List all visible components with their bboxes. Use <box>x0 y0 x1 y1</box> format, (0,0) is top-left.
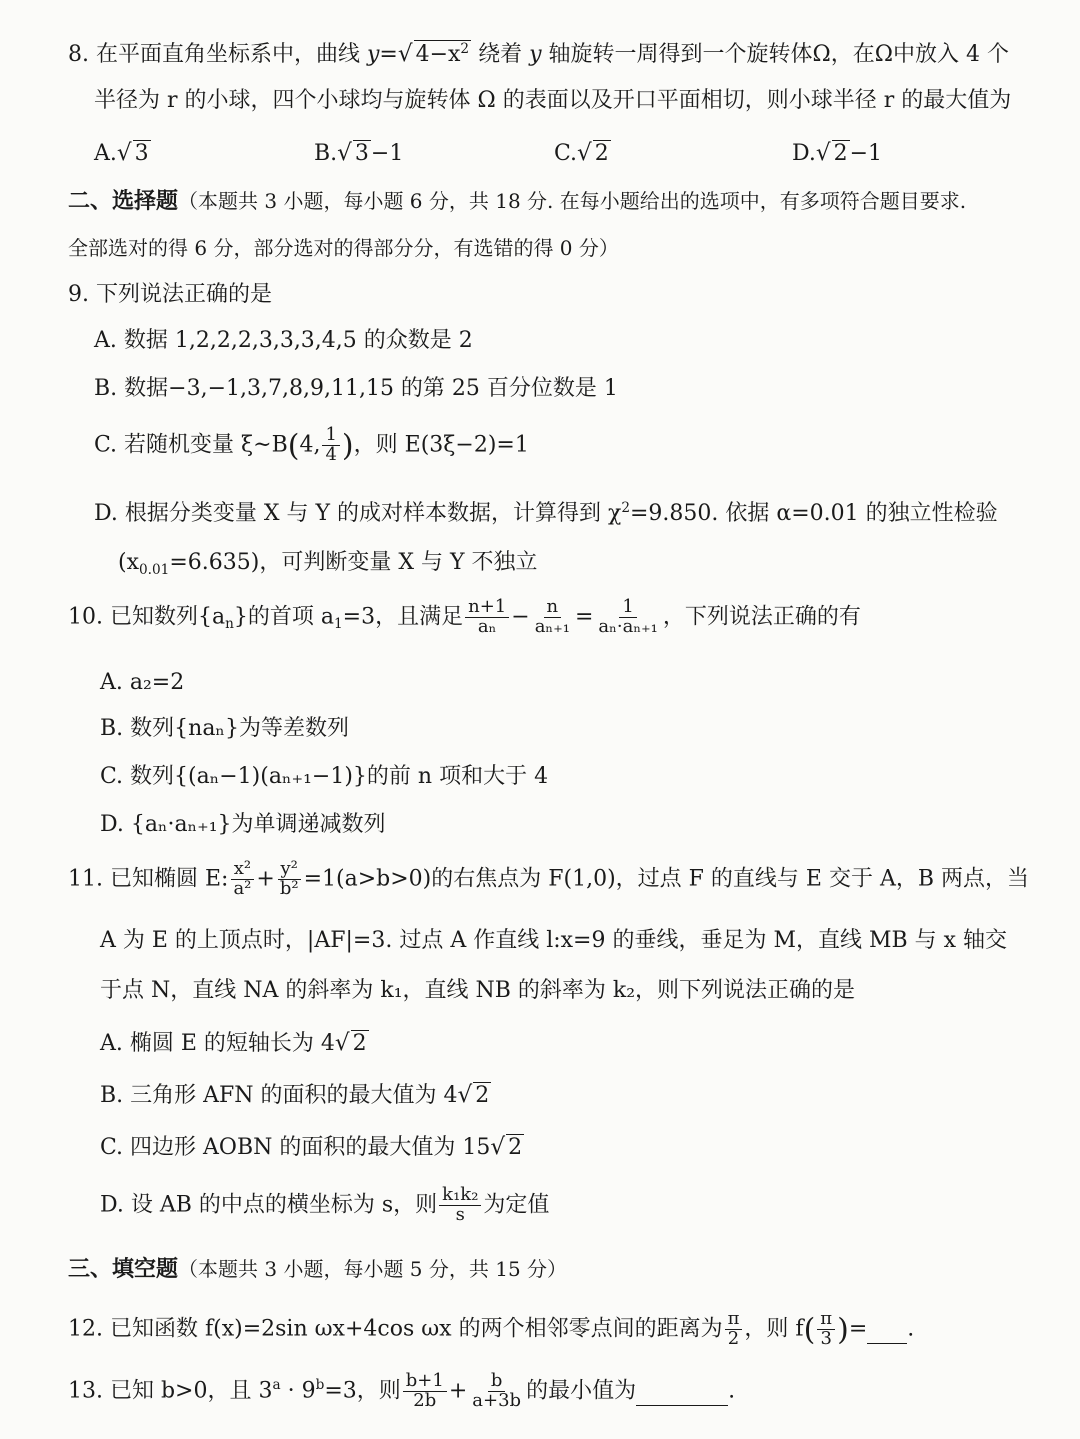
sqrt-icon: √ <box>490 1134 506 1160</box>
q9-option-c: C. 若随机变量 ξ~B(4, $\frac{1}{4}$ )，则 E(3ξ−2)=1 <box>94 424 529 465</box>
q8-option-c: C.√ 2 <box>554 140 609 166</box>
section3-desc: （本题共 3 小题，每小题 5 分，共 15 分） <box>178 1257 568 1281</box>
q10-stem: 10. 已知数列$\{a_n\}$的首项 $a_1=3$，且满足 $\frac{n+1}{\text{aₙ}}$ − $\frac{n}{\text{aₙ₊₁}}$ = $\frac{1}{\text{aₙ·aₙ₊₁}}$ ，下列说法正确的有 <box>68 596 861 637</box>
section2-header <box>68 188 966 215</box>
q11-option-c: C. 四边形 AOBN 的面积的最大值为 15√ 2 <box>100 1134 523 1160</box>
fraction: $\frac{n}{\text{aₙ₊₁}}$ <box>534 596 570 637</box>
fraction: $\frac{1}{4}$ <box>322 426 339 465</box>
section2-title: 二、选择题 <box>68 188 179 214</box>
curve-radicand: $4-x^2$ <box>415 41 470 68</box>
sqrt-icon: √ <box>337 140 352 166</box>
answer-blank[interactable] <box>867 1316 907 1343</box>
q11-option-a: A. 椭圆 E 的短轴长为 4√ 2 <box>100 1030 367 1056</box>
section2-desc: （本题共 3 小题，每小题 6 分，共 18 分. 在每小题给出的选项中，有多项符合题目要求. <box>178 189 967 213</box>
curve-lhs: y= <box>366 42 398 68</box>
fraction: $\frac{1}{\text{aₙ·aₙ₊₁}}$ <box>598 596 658 637</box>
q11-stem-line2: A 为 E 的上顶点时，|AF|=3. 过点 A 作直线 l:x=9 的垂线，垂足为 M，直线 MB 与 x 轴交 <box>100 928 1008 953</box>
q8-stem-line1: 8. 在平面直角坐标系中，曲线 y=√ $4-x^2$ 绕着 y 轴旋转一周得到一个旋转体Ω，在Ω中放入 4 个 <box>68 41 1009 68</box>
fraction: $\frac{\text{y²}}{\text{b²}}$ <box>277 860 302 899</box>
section2-desc-line2: 全部选对的得 6 分，部分选对的得部分分，有选错的得 0 分） <box>68 236 619 260</box>
q8-option-d: D.√ 2−1 <box>792 140 883 166</box>
sqrt-icon: √ <box>397 41 413 68</box>
q11-stem-line3: 于点 N，直线 NA 的斜率为 k₁，直线 NB 的斜率为 k₂，则下列说法正确的是 <box>100 978 856 1003</box>
section3-header <box>68 1256 567 1283</box>
q8-option-b: B.√ 3−1 <box>314 140 404 166</box>
sqrt-icon: √ <box>334 1030 350 1056</box>
q9-option-d-line1: D. 根据分类变量 X 与 Y 的成对样本数据，计算得到 $\chi^2=9.850$. 依据 α=0.01 的独立性检验 <box>94 500 998 527</box>
fraction: $\frac{\pi}{2}$ <box>725 1310 743 1349</box>
q11-option-b: B. 三角形 AFN 的面积的最大值为 4√ 2 <box>100 1082 490 1108</box>
q13-stem: 13. 已知 b>0，且 $3^a \cdot 9^b=3$，则 $\frac{b+1}{2b}$ + $\frac{b}{a+3b}$ 的最小值为 . <box>68 1370 736 1411</box>
sqrt-icon: √ <box>116 140 132 166</box>
q10-option-a: A. a₂=2 <box>100 670 185 695</box>
q9-option-a: A. 数据 1,2,2,2,3,3,3,4,5 的众数是 2 <box>94 328 473 353</box>
q9-stem: 9. 下列说法正确的是 <box>68 282 272 307</box>
sqrt-icon: √ <box>457 1082 473 1108</box>
q9-option-b: B. 数据−3,−1,3,7,8,9,11,15 的第 25 百分位数是 1 <box>94 376 618 401</box>
q9-option-d-line2: $(x_{0.01}=6.635)$，可判断变量 X 与 Y 不独立 <box>118 550 538 578</box>
answer-blank[interactable] <box>636 1378 728 1405</box>
sqrt-icon: √ <box>815 140 831 166</box>
fraction: $\frac{\text{k₁k₂}}{s}$ <box>439 1186 481 1225</box>
q10-option-d: D. {aₙ·aₙ₊₁}为单调递减数列 <box>100 812 386 837</box>
fraction: $\frac{b}{a+3b}$ <box>472 1370 522 1411</box>
q11-stem-line1: 11. 已知椭圆 E: $\frac{\text{x²}}{\text{a²}}$ + $\frac{\text{y²}}{\text{b²}}$ =1(a>b>0)的右焦点为 F(1,0)，过点 F 的直线与 E 交于 A，B 两点，当 <box>68 858 1030 899</box>
fraction: $\frac{\pi}{3}$ <box>817 1310 835 1349</box>
fraction: $\frac{n+1}{\text{aₙ}}$ <box>465 598 509 637</box>
q10-option-b: B. 数列{naₙ}为等差数列 <box>100 716 349 741</box>
section3-title: 三、填空题 <box>68 1256 179 1282</box>
sqrt-icon: √ <box>577 140 592 166</box>
fraction: $\frac{b+1}{2b}$ <box>403 1372 447 1411</box>
q10-option-c: C. 数列{(aₙ−1)(aₙ₊₁−1)}的前 n 项和大于 4 <box>100 764 549 789</box>
q8-option-a: A.√ 3 <box>94 140 149 166</box>
q11-option-d: D. 设 AB 的中点的横坐标为 s，则 $\frac{\text{k₁k₂}}{s}$ 为定值 <box>100 1184 550 1225</box>
q12-stem: 12. 已知函数 f(x)=2sin ωx+4cos ωx 的两个相邻零点间的距离为 $\frac{\pi}{2}$ ，则 f( $\frac{\pi}{3}$ )= . <box>68 1308 915 1349</box>
q8-stem-line2: 半径为 r 的小球，四个小球均与旋转体 Ω 的表面以及开口平面相切，则小球半径 r 的最大值为 <box>94 88 1012 113</box>
fraction: $\frac{\text{x²}}{\text{a²}}$ <box>230 860 254 899</box>
